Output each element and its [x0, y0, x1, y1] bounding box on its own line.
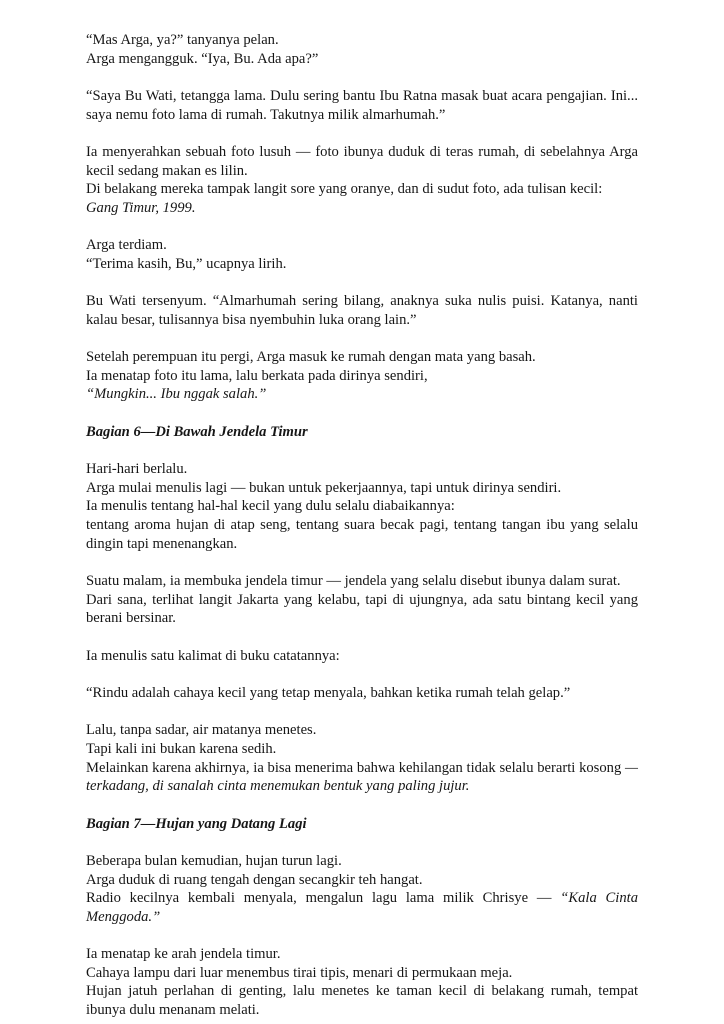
text-line — [86, 50, 638, 69]
paragraph — [86, 572, 638, 628]
section-heading — [86, 815, 638, 834]
paragraph — [86, 31, 638, 68]
text-run: Setelah perempuan itu pergi, Arga masuk ke rumah dengan mata yang basah. — [86, 349, 536, 366]
paragraph — [86, 348, 638, 404]
text-run: Dari sana, terlihat langit Jakarta yang kelabu, tapi di ujungnya, ada satu bintang kecil yang berani bersinar. — [86, 591, 638, 627]
text-run: “Mas Arga, ya?” tanyanya pelan. — [86, 32, 279, 48]
text-run: Suatu malam, ia membuka jendela timur — jendela yang selalu disebut ibunya dalam surat. — [86, 573, 621, 590]
paragraph — [86, 721, 638, 796]
text-line — [86, 889, 638, 926]
text-run: Arga duduk di ruang tengah dengan secangkir teh hangat. — [86, 871, 423, 888]
text-line — [86, 740, 638, 759]
text-run: “Rindu adalah cahaya kecil yang tetap menyala, bahkan ketika rumah telah gelap.” — [86, 684, 571, 701]
text-run: Cahaya lampu dari luar menembus tirai tipis, menari di permukaan meja. — [86, 964, 513, 981]
text-run: Ia menatap ke arah jendela timur. — [86, 946, 281, 963]
text-line — [86, 292, 638, 329]
text-run: Arga mengangguk. “Iya, Bu. Ada apa?” — [86, 50, 319, 67]
text-line — [86, 852, 638, 871]
text-run: “Terima kasih, Bu,” ucapnya lirih. — [86, 255, 287, 272]
text-line — [86, 721, 638, 740]
text-line — [86, 572, 638, 591]
text-line — [86, 591, 638, 628]
heading-text-run: Bagian 7—Hujan yang Datang Lagi — [86, 815, 307, 832]
text-line — [86, 348, 638, 367]
heading-text-run: Bagian 6—Di Bawah Jendela Timur — [86, 423, 308, 440]
text-run: Di belakang mereka tampak langit sore yang oranye, dan di sudut foto, ada tulisan kecil: — [86, 181, 603, 198]
text-line — [86, 87, 638, 124]
text-line — [86, 143, 638, 180]
text-line — [86, 497, 638, 516]
text-line — [86, 199, 638, 218]
text-run: tentang aroma hujan di atap seng, tentang suara becak pagi, tentang tangan ibu yang selalu dingin tapi menenangkan. — [86, 517, 638, 552]
text-run: Radio kecilnya kembali menyala, mengalun lagu lama milik Chrisye — — [86, 890, 561, 907]
text-line — [86, 31, 638, 50]
paragraph — [86, 852, 638, 927]
paragraph — [86, 647, 638, 666]
paragraph — [86, 292, 638, 329]
paragraph — [86, 236, 638, 273]
text-line — [86, 815, 638, 834]
text-line — [86, 236, 638, 255]
text-run: Lalu, tanpa sadar, air matanya menetes. — [86, 722, 317, 739]
text-run: Hujan jatuh perlahan di genting, lalu menetes ke taman kecil di belakang rumah, tempat ibunya dulu menanam melati. — [86, 983, 638, 1019]
text-line — [86, 423, 638, 442]
text-line — [86, 516, 638, 553]
text-run: Bu Wati tersenyum. “Almarhumah sering bilang, anaknya suka nulis puisi. Katanya, nanti kalau besar, tulisannya bisa nyembuhin luka orang lain.” — [86, 293, 638, 328]
paragraph — [86, 945, 638, 1020]
text-run: Beberapa bulan kemudian, hujan turun lagi. — [86, 852, 342, 869]
text-run: Ia menatap foto itu lama, lalu berkata pada dirinya sendiri, — [86, 367, 428, 384]
text-run: Ia menyerahkan sebuah foto lusuh — foto ibunya duduk di teras rumah, di sebelahnya Arga kecil sedang makan es lilin. — [86, 143, 638, 179]
document-content — [86, 31, 638, 1020]
text-run: “Saya Bu Wati, tetangga lama. Dulu sering bantu Ibu Ratna masak buat acara pengajian. Ini... saya nemu foto lama di rumah. Takutnya milik almarhumah.” — [86, 87, 638, 123]
text-line — [86, 945, 638, 964]
paragraph — [86, 460, 638, 553]
text-run: Ia menulis satu kalimat di buku catatannya: — [86, 647, 340, 664]
text-run: Ia menulis tentang hal-hal kecil yang dulu selalu diabaikannya: — [86, 498, 455, 515]
text-line — [86, 982, 638, 1019]
text-run: Tapi kali ini bukan karena sedih. — [86, 740, 277, 757]
text-line — [86, 255, 638, 274]
section-heading — [86, 423, 638, 442]
text-line — [86, 367, 638, 386]
paragraph — [86, 87, 638, 124]
text-line — [86, 647, 638, 666]
text-line — [86, 759, 638, 796]
text-line — [86, 964, 638, 983]
text-line — [86, 684, 638, 703]
text-run: Arga mulai menulis lagi — bukan untuk pekerjaannya, tapi untuk dirinya sendiri. — [86, 479, 562, 496]
italic-text-run: “Kala Cinta Menggoda.” — [86, 890, 638, 925]
paragraph — [86, 684, 638, 703]
italic-text-run: Gang Timur, 1999. — [86, 199, 196, 216]
text-line — [86, 479, 638, 498]
paragraph — [86, 143, 638, 218]
text-line — [86, 871, 638, 890]
text-line — [86, 385, 638, 404]
text-line — [86, 180, 638, 199]
text-run: Hari-hari berlalu. — [86, 461, 188, 478]
text-line — [86, 460, 638, 479]
text-run: Arga terdiam. — [86, 237, 167, 254]
italic-text-run: — terkadang, di sanalah cinta menemukan bentuk yang paling jujur. — [86, 759, 638, 795]
italic-text-run: “Mungkin... Ibu nggak salah.” — [86, 386, 267, 403]
text-run: Melainkan karena akhirnya, ia bisa menerima bahwa kehilangan tidak selalu berarti kosong — [86, 759, 626, 776]
